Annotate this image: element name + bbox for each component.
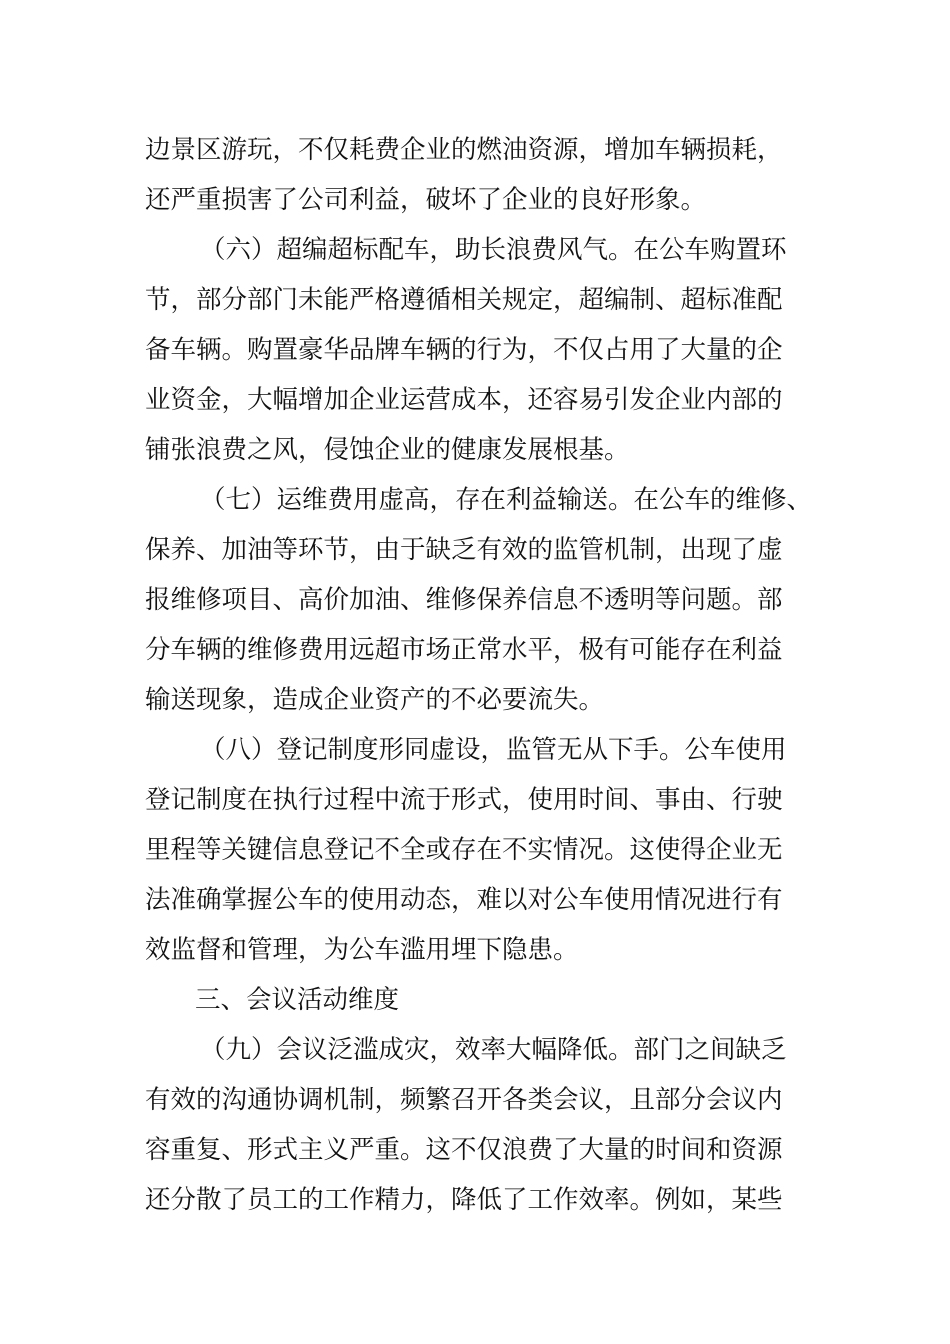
text-line: 登记制度在执行过程中流于形式，使用时间、事由、行驶 — [145, 785, 783, 815]
text-line: 分车辆的维修费用远超市场正常水平，极有可能存在利益 — [145, 635, 783, 665]
text-line: 法准确掌握公车的使用动态，难以对公车使用情况进行有 — [145, 885, 783, 915]
paragraph-start-line: （六）超编超标配车，助长浪费风气。在公车购置环 — [200, 235, 787, 265]
section-heading: 三、会议活动维度 — [195, 985, 400, 1015]
text-line: 保养、加油等环节，由于缺乏有效的监管机制，出现了虚 — [145, 535, 783, 565]
text-line: 还严重损害了公司利益，破坏了企业的良好形象。 — [145, 185, 707, 215]
paragraph-start-line: （八）登记制度形同虚设，监管无从下手。公车使用 — [200, 735, 787, 765]
text-line: 报维修项目、高价加油、维修保养信息不透明等问题。部 — [145, 585, 783, 615]
text-line: 容重复、形式主义严重。这不仅浪费了大量的时间和资源 — [145, 1135, 783, 1165]
text-line: 有效的沟通协调机制，频繁召开各类会议，且部分会议内 — [145, 1085, 783, 1115]
text-line: 铺张浪费之风，侵蚀企业的健康发展根基。 — [145, 435, 630, 465]
text-line: 节，部分部门未能严格遵循相关规定，超编制、超标准配 — [145, 285, 783, 315]
text-line: 里程等关键信息登记不全或存在不实情况。这使得企业无 — [145, 835, 783, 865]
text-line: 效监督和管理，为公车滥用埋下隐患。 — [145, 935, 579, 965]
paragraph-start-line: （九）会议泛滥成灾，效率大幅降低。部门之间缺乏 — [200, 1035, 787, 1065]
text-line: 边景区游玩，不仅耗费企业的燃油资源，增加车辆损耗， — [145, 135, 783, 165]
paragraph-start-line: （七）运维费用虚高，存在利益输送。在公车的维修、 — [200, 485, 813, 515]
text-line: 业资金，大幅增加企业运营成本，还容易引发企业内部的 — [145, 385, 783, 415]
text-line: 还分散了员工的工作精力，降低了工作效率。例如，某些 — [145, 1185, 783, 1215]
text-line: 备车辆。购置豪华品牌车辆的行为，不仅占用了大量的企 — [145, 335, 783, 365]
text-line: 输送现象，造成企业资产的不必要流失。 — [145, 685, 605, 715]
